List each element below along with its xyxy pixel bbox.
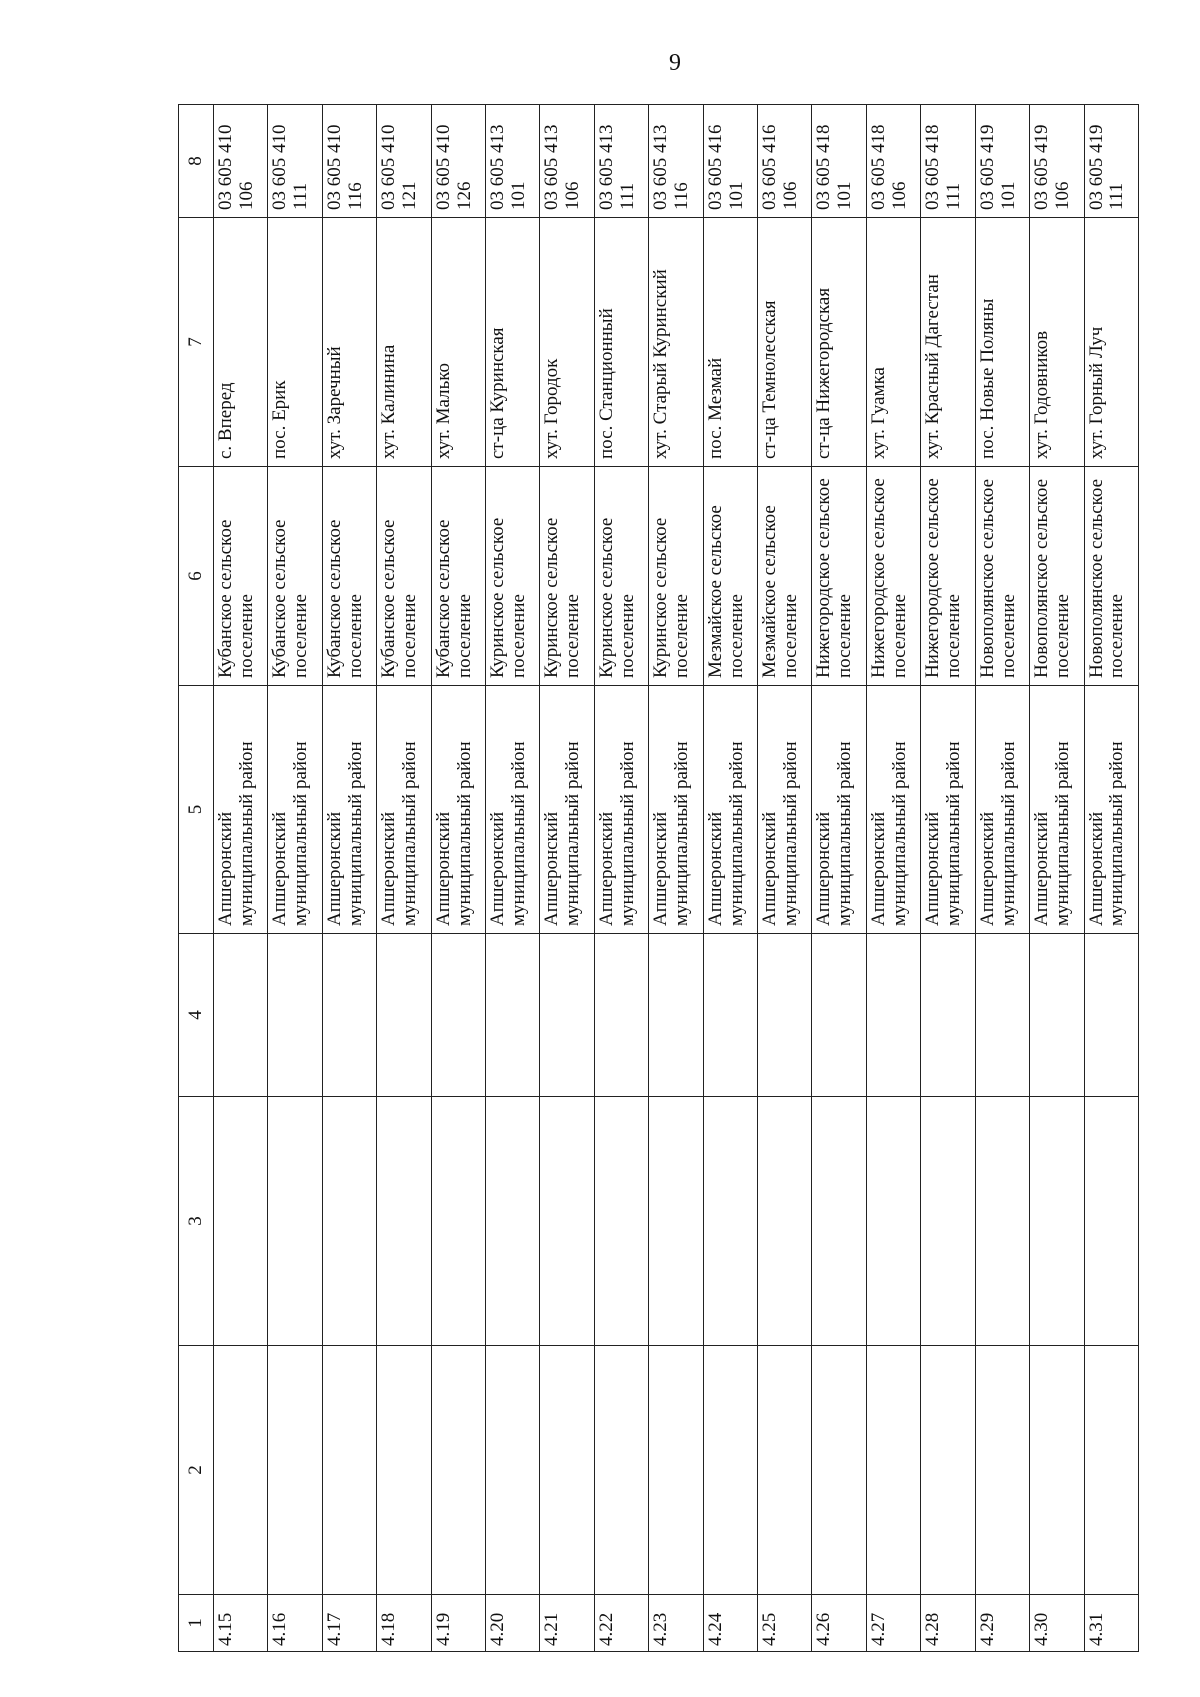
col2-cell	[921, 1346, 975, 1595]
settlement-cell: Мезмайское сельское поселение	[703, 467, 757, 686]
col2-cell	[540, 1346, 594, 1595]
locality-cell: хут. Гуамка	[866, 218, 920, 467]
col2-cell	[1030, 1346, 1084, 1595]
col4-cell	[921, 934, 975, 1097]
col2-cell	[322, 1346, 376, 1595]
row-number-cell: 4.21	[540, 1595, 594, 1652]
locality-cell: хут. Старый Куринский	[649, 218, 703, 467]
col2-cell	[268, 1346, 322, 1595]
row-number-cell: 4.28	[921, 1595, 975, 1652]
page-number: 9	[669, 50, 681, 76]
table-row	[921, 105, 975, 1652]
district-cell: Апшеронский муниципальный район	[1084, 686, 1139, 934]
table-row	[486, 105, 540, 1652]
col3-cell	[649, 1097, 703, 1346]
col2-cell	[649, 1346, 703, 1595]
col2-cell	[214, 1346, 268, 1595]
oktmo-code-cell: 03 605 418 106	[866, 105, 920, 218]
oktmo-code-cell: 03 605 419 111	[1084, 105, 1139, 218]
locality-cell: ст-ца Нижегородская	[812, 218, 866, 467]
locality-cell: пос. Станционный	[594, 218, 648, 467]
col3-cell	[214, 1097, 268, 1346]
locality-cell: пос. Мезмай	[703, 218, 757, 467]
row-number-cell: 4.31	[1084, 1595, 1139, 1652]
header-row	[179, 105, 214, 1652]
col2-cell	[703, 1346, 757, 1595]
settlement-cell: Нижегородское сельское поселение	[866, 467, 920, 686]
row-number-cell: 4.17	[322, 1595, 376, 1652]
oktmo-code-cell: 03 605 413 106	[540, 105, 594, 218]
row-number-cell: 4.19	[431, 1595, 485, 1652]
col4-cell	[812, 934, 866, 1097]
table-row	[812, 105, 866, 1652]
col3-cell	[486, 1097, 540, 1346]
oktmo-code-cell: 03 605 416 101	[703, 105, 757, 218]
oktmo-code-cell: 03 605 413 101	[486, 105, 540, 218]
column-header-3: 3	[179, 1097, 214, 1346]
col3-cell	[866, 1097, 920, 1346]
row-number-cell: 4.30	[1030, 1595, 1084, 1652]
settlement-cell: Нижегородское сельское поселение	[921, 467, 975, 686]
row-number-cell: 4.16	[268, 1595, 322, 1652]
district-cell: Апшеронский муниципальный район	[486, 686, 540, 934]
table-row	[594, 105, 648, 1652]
district-cell: Апшеронский муниципальный район	[703, 686, 757, 934]
settlement-cell: Куринское сельское поселение	[540, 467, 594, 686]
locality-cell: хут. Годовников	[1030, 218, 1084, 467]
locality-cell: ст-ца Темнолесская	[758, 218, 812, 467]
oktmo-code-cell: 03 605 413 111	[594, 105, 648, 218]
locality-cell: с. Вперед	[214, 218, 268, 467]
row-number-cell: 4.15	[214, 1595, 268, 1652]
col4-cell	[214, 934, 268, 1097]
settlement-cell: Новополянское сельское поселение	[975, 467, 1029, 686]
locality-cell: хут. Горный Луч	[1084, 218, 1139, 467]
col2-cell	[431, 1346, 485, 1595]
settlement-cell: Кубанское сельское поселение	[431, 467, 485, 686]
col3-cell	[1030, 1097, 1084, 1346]
table-row	[975, 105, 1029, 1652]
locality-cell: ст-ца Куринская	[486, 218, 540, 467]
settlement-cell: Кубанское сельское поселение	[214, 467, 268, 686]
locality-cell: хут. Красный Дагестан	[921, 218, 975, 467]
col4-cell	[866, 934, 920, 1097]
col3-cell	[540, 1097, 594, 1346]
table-container	[178, 105, 1139, 1652]
settlement-cell: Куринское сельское поселение	[649, 467, 703, 686]
settlement-cell: Новополянское сельское поселение	[1030, 467, 1084, 686]
district-cell: Апшеронский муниципальный район	[1030, 686, 1084, 934]
col2-cell	[377, 1346, 431, 1595]
oktmo-code-cell: 03 605 418 101	[812, 105, 866, 218]
table-row	[214, 105, 268, 1652]
district-cell: Апшеронский муниципальный район	[649, 686, 703, 934]
row-number-cell: 4.29	[975, 1595, 1029, 1652]
col4-cell	[758, 934, 812, 1097]
table-row	[540, 105, 594, 1652]
col4-cell	[1084, 934, 1139, 1097]
table-row	[1030, 105, 1084, 1652]
col2-cell	[486, 1346, 540, 1595]
column-header-1: 1	[179, 1595, 214, 1652]
district-cell: Апшеронский муниципальный район	[214, 686, 268, 934]
row-number-cell: 4.27	[866, 1595, 920, 1652]
settlement-cell: Мезмайское сельское поселение	[758, 467, 812, 686]
oktmo-code-cell: 03 605 410 106	[214, 105, 268, 218]
table-row	[758, 105, 812, 1652]
column-header-2: 2	[179, 1346, 214, 1595]
district-cell: Апшеронский муниципальный район	[377, 686, 431, 934]
col4-cell	[703, 934, 757, 1097]
settlement-cell: Кубанское сельское поселение	[322, 467, 376, 686]
table-row	[649, 105, 703, 1652]
col3-cell	[975, 1097, 1029, 1346]
district-cell: Апшеронский муниципальный район	[812, 686, 866, 934]
col3-cell	[268, 1097, 322, 1346]
column-header-6: 6	[179, 467, 214, 686]
col2-cell	[866, 1346, 920, 1595]
col4-cell	[594, 934, 648, 1097]
locality-cell: хут. Заречный	[322, 218, 376, 467]
row-number-cell: 4.25	[758, 1595, 812, 1652]
col3-cell	[431, 1097, 485, 1346]
settlement-cell: Куринское сельское поселение	[594, 467, 648, 686]
locality-cell: пос. Ерик	[268, 218, 322, 467]
district-cell: Апшеронский муниципальный район	[431, 686, 485, 934]
column-header-7: 7	[179, 218, 214, 467]
col4-cell	[649, 934, 703, 1097]
oktmo-code-cell: 03 605 419 101	[975, 105, 1029, 218]
locality-cell: хут. Калинина	[377, 218, 431, 467]
table-row	[1084, 105, 1139, 1652]
col3-cell	[812, 1097, 866, 1346]
row-number-cell: 4.26	[812, 1595, 866, 1652]
district-cell: Апшеронский муниципальный район	[975, 686, 1029, 934]
oktmo-code-cell: 03 605 410 111	[268, 105, 322, 218]
col3-cell	[758, 1097, 812, 1346]
district-cell: Апшеронский муниципальный район	[758, 686, 812, 934]
district-cell: Апшеронский муниципальный район	[594, 686, 648, 934]
oktmo-code-cell: 03 605 410 116	[322, 105, 376, 218]
col3-cell	[377, 1097, 431, 1346]
col3-cell	[322, 1097, 376, 1346]
table-body	[214, 105, 1139, 1652]
col4-cell	[1030, 934, 1084, 1097]
col3-cell	[703, 1097, 757, 1346]
col2-cell	[594, 1346, 648, 1595]
table-row	[268, 105, 322, 1652]
col4-cell	[486, 934, 540, 1097]
col4-cell	[268, 934, 322, 1097]
col2-cell	[975, 1346, 1029, 1595]
col2-cell	[1084, 1346, 1139, 1595]
district-cell: Апшеронский муниципальный район	[921, 686, 975, 934]
settlement-cell: Кубанское сельское поселение	[268, 467, 322, 686]
table-row	[866, 105, 920, 1652]
settlement-cell: Кубанское сельское поселение	[377, 467, 431, 686]
settlement-cell: Нижегородское сельское поселение	[812, 467, 866, 686]
table-row	[703, 105, 757, 1652]
row-number-cell: 4.22	[594, 1595, 648, 1652]
settlement-cell: Новополянское сельское поселение	[1084, 467, 1139, 686]
oktmo-code-cell: 03 605 410 121	[377, 105, 431, 218]
oktmo-code-cell: 03 605 418 111	[921, 105, 975, 218]
oktmo-code-cell: 03 605 419 106	[1030, 105, 1084, 218]
district-cell: Апшеронский муниципальный район	[540, 686, 594, 934]
col2-cell	[758, 1346, 812, 1595]
row-number-cell: 4.24	[703, 1595, 757, 1652]
col2-cell	[812, 1346, 866, 1595]
oktmo-code-cell: 03 605 416 106	[758, 105, 812, 218]
col4-cell	[431, 934, 485, 1097]
district-cell: Апшеронский муниципальный район	[866, 686, 920, 934]
row-number-cell: 4.23	[649, 1595, 703, 1652]
col3-cell	[594, 1097, 648, 1346]
settlements-table	[178, 104, 1139, 1652]
column-header-4: 4	[179, 934, 214, 1097]
table-row	[431, 105, 485, 1652]
row-number-cell: 4.18	[377, 1595, 431, 1652]
col4-cell	[540, 934, 594, 1097]
locality-cell: хут. Городок	[540, 218, 594, 467]
district-cell: Апшеронский муниципальный район	[322, 686, 376, 934]
district-cell: Апшеронский муниципальный район	[268, 686, 322, 934]
locality-cell: хут. Малько	[431, 218, 485, 467]
column-header-8: 8	[179, 105, 214, 218]
row-number-cell: 4.20	[486, 1595, 540, 1652]
table-row	[377, 105, 431, 1652]
col4-cell	[322, 934, 376, 1097]
oktmo-code-cell: 03 605 413 116	[649, 105, 703, 218]
column-header-5: 5	[179, 686, 214, 934]
col4-cell	[377, 934, 431, 1097]
locality-cell: пос. Новые Поляны	[975, 218, 1029, 467]
col4-cell	[975, 934, 1029, 1097]
oktmo-code-cell: 03 605 410 126	[431, 105, 485, 218]
settlement-cell: Куринское сельское поселение	[486, 467, 540, 686]
table-row	[322, 105, 376, 1652]
table-header	[179, 105, 214, 1652]
rotated-table-frame	[178, 105, 1139, 1652]
col3-cell	[1084, 1097, 1139, 1346]
col3-cell	[921, 1097, 975, 1346]
